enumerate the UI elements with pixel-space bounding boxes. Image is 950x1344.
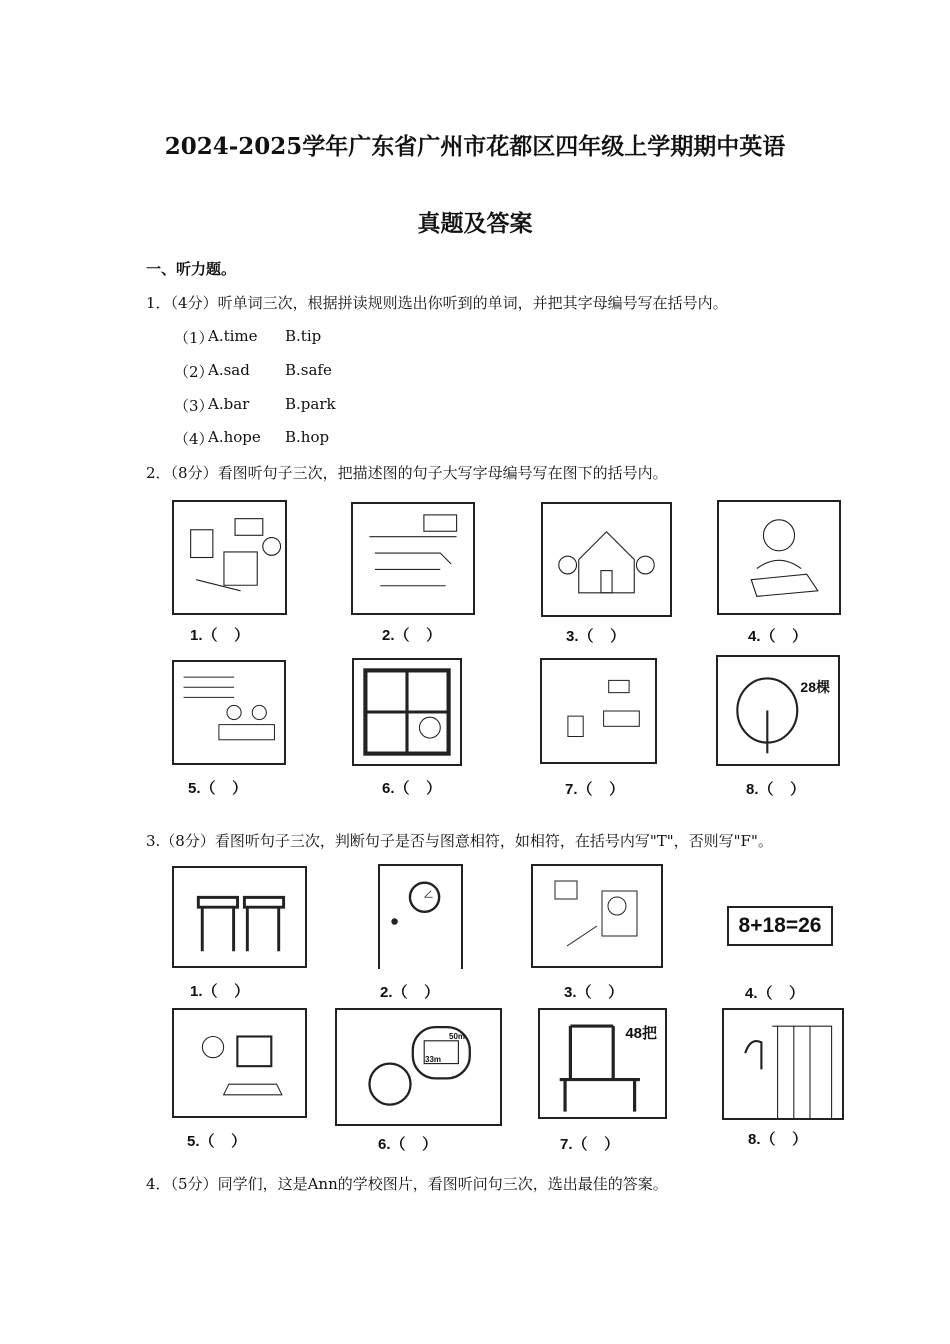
tree-count-text: 28棵 <box>800 679 830 695</box>
q3-label: 6.（ ） <box>378 1136 438 1153</box>
q1-option-a: A.bar <box>208 395 250 413</box>
q2-label: 5.（ ） <box>188 780 248 797</box>
q3-label: 5.（ ） <box>187 1133 247 1150</box>
q2-label: 1.（ ） <box>190 627 250 644</box>
q1-option-num: （2） <box>174 363 214 381</box>
picture-door-clock <box>378 864 463 969</box>
picture-bear-computer <box>172 1008 307 1118</box>
equation-card: 8+18=26 <box>727 906 833 946</box>
picture-library <box>172 660 286 765</box>
picture-boy-reading <box>717 500 841 615</box>
track-width-text: 33m <box>425 1055 442 1064</box>
track-length-text: 50m <box>449 1032 466 1041</box>
picture-window <box>352 658 462 766</box>
q2-label: 6.（ ） <box>382 780 442 797</box>
title-line-1: 2024-2025学年广东省广州市花都区四年级上学期期中英语 <box>164 133 786 160</box>
question-2-stem: 2．（8分）看图听句子三次，把描述图的句子大写字母编号写在图下的括号内。 <box>146 464 668 482</box>
picture-desks <box>172 866 307 968</box>
q1-option-b: B.park <box>285 395 336 413</box>
picture-curtain <box>722 1008 844 1120</box>
q1-option-b: B.hop <box>285 428 330 446</box>
picture-house <box>541 502 672 617</box>
q1-option-a: A.sad <box>208 361 250 379</box>
q2-label: 2.（ ） <box>382 627 442 644</box>
picture-living-room <box>172 500 287 615</box>
q3-label: 2.（ ） <box>380 984 440 1001</box>
picture-bathroom <box>540 658 657 764</box>
question-1-stem: 1．（4分）听单词三次，根据拼读规则选出你听到的单词，并把其字母编号写在括号内。 <box>146 294 728 312</box>
title-line-2: 真题及答案 <box>417 210 533 237</box>
q1-option-num: （3） <box>174 397 214 415</box>
q3-label: 4.（ ） <box>745 985 805 1002</box>
picture-chair <box>538 1008 667 1119</box>
picture-tv-sofa <box>531 864 663 968</box>
picture-classroom <box>351 502 475 615</box>
q2-label: 4.（ ） <box>748 628 808 645</box>
q1-option-num: （4） <box>174 430 214 448</box>
question-3-stem: 3.（8分）看图听句子三次，判断句子是否与图意相符，如相符，在括号内写"T"，否则写"F"。 <box>146 832 773 850</box>
q1-option-b: B.safe <box>285 361 332 379</box>
q2-label: 7.（ ） <box>565 781 625 798</box>
q2-label: 8.（ ） <box>746 781 806 798</box>
q1-option-a: A.time <box>208 327 258 345</box>
chair-count-text: 48把 <box>625 1025 657 1042</box>
picture-playground-track <box>335 1008 502 1126</box>
section-heading: 一、听力题。 <box>146 260 237 278</box>
picture-tree <box>716 655 840 766</box>
q3-label: 3.（ ） <box>564 984 624 1001</box>
q3-label: 8.（ ） <box>748 1131 808 1148</box>
q3-label: 7.（ ） <box>560 1136 620 1153</box>
q2-label: 3.（ ） <box>566 628 626 645</box>
q3-label: 1.（ ） <box>190 983 250 1000</box>
question-4-stem: 4．（5分）同学们，这是Ann的学校图片，看图听问句三次，选出最佳的答案。 <box>146 1175 668 1193</box>
q1-option-a: A.hope <box>208 428 261 446</box>
q1-option-num: （1） <box>174 329 214 347</box>
q1-option-b: B.tip <box>285 327 322 345</box>
